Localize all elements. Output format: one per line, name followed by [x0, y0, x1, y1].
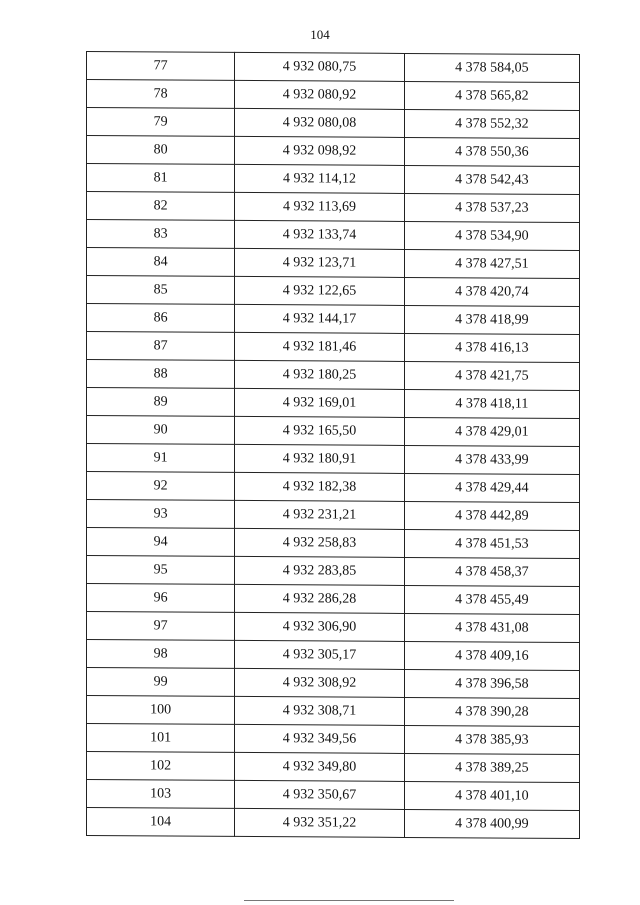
y-coordinate-cell: 4 378 416,13 [404, 333, 579, 362]
x-coordinate-cell: 4 932 258,83 [235, 528, 404, 557]
table-row [87, 780, 580, 811]
point-number-cell: 86 [87, 304, 235, 333]
y-coordinate-cell: 4 378 537,23 [404, 193, 579, 222]
table-row [87, 108, 580, 139]
table-row [87, 584, 580, 615]
y-coordinate-cell: 4 378 442,89 [404, 501, 579, 530]
point-number-cell: 90 [87, 416, 235, 445]
point-number-cell: 88 [87, 360, 235, 389]
point-number-cell: 97 [87, 612, 235, 641]
y-coordinate-cell: 4 378 389,25 [404, 753, 579, 782]
y-coordinate-cell: 4 378 565,82 [404, 81, 579, 110]
x-coordinate-cell: 4 932 349,56 [235, 724, 404, 753]
point-number-cell: 101 [87, 724, 235, 753]
point-number-cell: 85 [87, 276, 235, 305]
table-row [87, 500, 580, 531]
point-number-cell: 103 [87, 780, 235, 809]
table-row [87, 808, 580, 839]
point-number-cell: 80 [87, 136, 235, 165]
point-number-cell: 102 [87, 752, 235, 781]
point-number-cell: 79 [87, 108, 235, 137]
y-coordinate-cell: 4 378 458,37 [404, 557, 579, 586]
x-coordinate-cell: 4 932 122,65 [235, 276, 404, 305]
y-coordinate-cell: 4 378 418,99 [404, 305, 579, 334]
y-coordinate-cell: 4 378 455,49 [404, 585, 579, 614]
x-coordinate-cell: 4 932 180,91 [235, 444, 404, 473]
table-row [87, 52, 580, 83]
point-number-cell: 99 [87, 668, 235, 697]
x-coordinate-cell: 4 932 283,85 [235, 556, 404, 585]
y-coordinate-cell: 4 378 552,32 [404, 109, 579, 138]
y-coordinate-cell: 4 378 418,11 [404, 389, 579, 418]
y-coordinate-cell: 4 378 429,44 [404, 473, 579, 502]
y-coordinate-cell: 4 378 385,93 [404, 725, 579, 754]
table-row [87, 388, 580, 419]
point-number-cell: 87 [87, 332, 235, 361]
point-number-cell: 95 [87, 556, 235, 585]
y-coordinate-cell: 4 378 431,08 [404, 613, 579, 642]
point-number-cell: 92 [87, 472, 235, 501]
point-number-cell: 104 [87, 808, 235, 837]
x-coordinate-cell: 4 932 182,38 [235, 472, 404, 501]
y-coordinate-cell: 4 378 433,99 [404, 445, 579, 474]
x-coordinate-cell: 4 932 351,22 [235, 808, 404, 837]
point-number-cell: 93 [87, 500, 235, 529]
point-number-cell: 84 [87, 248, 235, 277]
y-coordinate-cell: 4 378 542,43 [404, 165, 579, 194]
x-coordinate-cell: 4 932 080,75 [235, 52, 404, 81]
y-coordinate-cell: 4 378 451,53 [404, 529, 579, 558]
point-number-cell: 81 [87, 164, 235, 193]
y-coordinate-cell: 4 378 429,01 [404, 417, 579, 446]
x-coordinate-cell: 4 932 098,92 [235, 136, 404, 165]
x-coordinate-cell: 4 932 349,80 [235, 752, 404, 781]
table-row [87, 668, 580, 699]
table-row [87, 248, 580, 279]
table-row [87, 528, 580, 559]
x-coordinate-cell: 4 932 180,25 [235, 360, 404, 389]
point-number-cell: 78 [87, 80, 235, 109]
y-coordinate-cell: 4 378 390,28 [404, 697, 579, 726]
point-number-cell: 96 [87, 584, 235, 613]
x-coordinate-cell: 4 932 231,21 [235, 500, 404, 529]
table-row [87, 276, 580, 307]
x-coordinate-cell: 4 932 144,17 [235, 304, 404, 333]
table-row [87, 752, 580, 783]
x-coordinate-cell: 4 932 169,01 [235, 388, 404, 417]
x-coordinate-cell: 4 932 165,50 [235, 416, 404, 445]
table-row [87, 556, 580, 587]
table-row [87, 612, 580, 643]
x-coordinate-cell: 4 932 308,92 [235, 668, 404, 697]
point-number-cell: 100 [87, 696, 235, 725]
y-coordinate-cell: 4 378 421,75 [404, 361, 579, 390]
table-row [87, 304, 580, 335]
x-coordinate-cell: 4 932 306,90 [235, 612, 404, 641]
table-row [87, 416, 580, 447]
point-number-cell: 77 [87, 52, 235, 81]
table-row [87, 136, 580, 167]
point-number-cell: 91 [87, 444, 235, 473]
table-row [87, 332, 580, 363]
x-coordinate-cell: 4 932 080,92 [235, 80, 404, 109]
table-body [87, 52, 580, 839]
y-coordinate-cell: 4 378 396,58 [404, 669, 579, 698]
page-number: 104 [310, 27, 330, 42]
table-row [87, 360, 580, 391]
point-number-cell: 82 [87, 192, 235, 221]
point-number-cell: 89 [87, 388, 235, 417]
table-row [87, 192, 580, 223]
y-coordinate-cell: 4 378 534,90 [404, 221, 579, 250]
table-row [87, 724, 580, 755]
y-coordinate-cell: 4 378 409,16 [404, 641, 579, 670]
x-coordinate-cell: 4 932 113,69 [235, 192, 404, 221]
y-coordinate-cell: 4 378 420,74 [404, 277, 579, 306]
y-coordinate-cell: 4 378 584,05 [404, 53, 579, 82]
table-row [87, 220, 580, 251]
table-row [87, 444, 580, 475]
point-number-cell: 94 [87, 528, 235, 557]
x-coordinate-cell: 4 932 286,28 [235, 584, 404, 613]
table-row [87, 640, 580, 671]
point-number-cell: 98 [87, 640, 235, 669]
table-row [87, 80, 580, 111]
y-coordinate-cell: 4 378 550,36 [404, 137, 579, 166]
y-coordinate-cell: 4 378 401,10 [404, 781, 579, 810]
page-bottom-rule [244, 900, 454, 901]
x-coordinate-cell: 4 932 350,67 [235, 780, 404, 809]
y-coordinate-cell: 4 378 427,51 [404, 249, 579, 278]
y-coordinate-cell: 4 378 400,99 [404, 809, 579, 838]
x-coordinate-cell: 4 932 308,71 [235, 696, 404, 725]
x-coordinate-cell: 4 932 181,46 [235, 332, 404, 361]
table-row [87, 164, 580, 195]
x-coordinate-cell: 4 932 123,71 [235, 248, 404, 277]
table-row [87, 696, 580, 727]
x-coordinate-cell: 4 932 080,08 [235, 108, 404, 137]
x-coordinate-cell: 4 932 114,12 [235, 164, 404, 193]
x-coordinate-cell: 4 932 133,74 [235, 220, 404, 249]
table-row [87, 472, 580, 503]
point-number-cell: 83 [87, 220, 235, 249]
x-coordinate-cell: 4 932 305,17 [235, 640, 404, 669]
coordinates-table [86, 51, 580, 839]
